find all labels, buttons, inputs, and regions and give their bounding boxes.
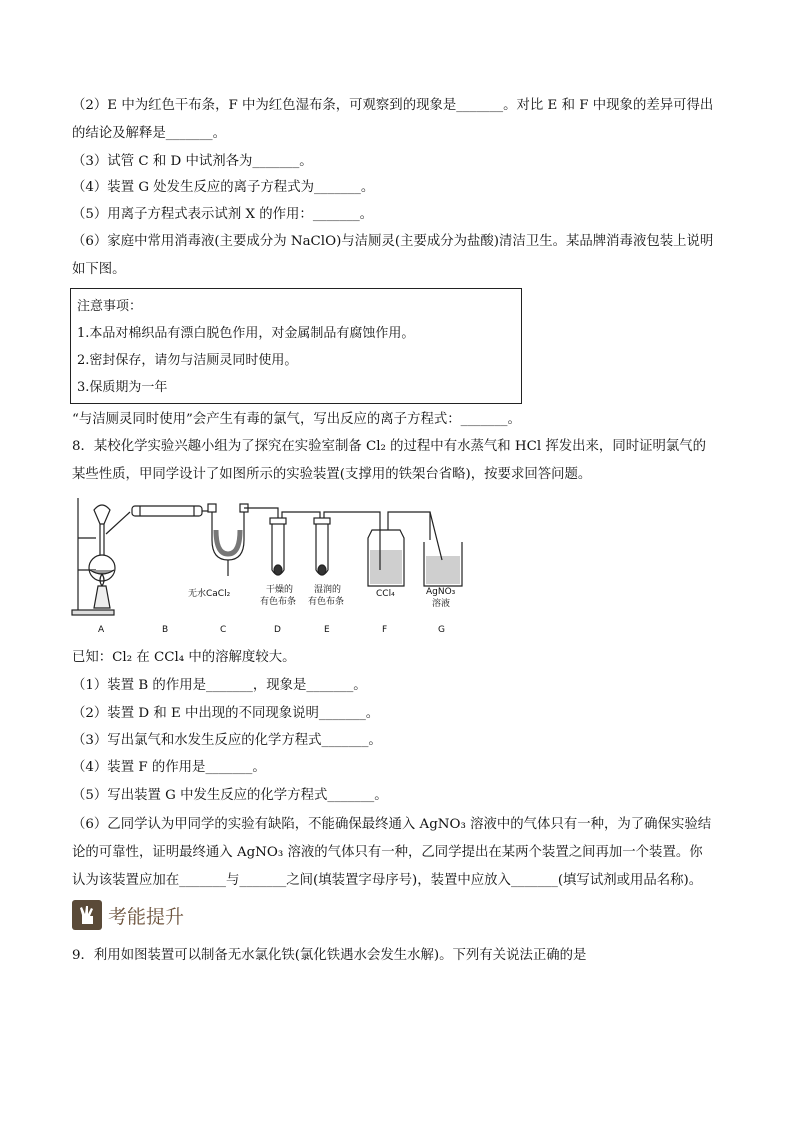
section-title: 考能提升 bbox=[108, 905, 185, 928]
q8-line1: 8．某校化学实验兴趣小组为了探究在实验室制备 Cl₂ 的过程中有水蒸气和 HCl 挥发出来，同时证明氯气的 bbox=[72, 439, 707, 454]
q6-line1: （6）家庭中常用消毒液(主要成分为 NaClO)与洁厕灵(主要成分为盐酸)清洁卫生。某品牌消毒液包装上说明 bbox=[72, 234, 714, 249]
section-header bbox=[72, 898, 184, 932]
label-f: CCl₄ bbox=[376, 589, 395, 599]
letter-f: F bbox=[382, 625, 388, 635]
letter-e: E bbox=[324, 625, 330, 635]
q4-text: （4）装置 G 处发生反应的离子方程式为_______。 bbox=[72, 180, 375, 195]
label-d1: 干燥的 bbox=[266, 585, 294, 595]
apparatus-figure bbox=[70, 490, 470, 640]
letter-c: C bbox=[220, 625, 227, 635]
q8-sub1: （1）装置 B 的作用是_______，现象是_______。 bbox=[72, 678, 367, 693]
hand-sign-icon bbox=[72, 900, 102, 930]
q8-known: 已知：Cl₂ 在 CCl₄ 中的溶解度较大。 bbox=[72, 650, 296, 665]
q8-sub6-line1: （6）乙同学认为甲同学的实验有缺陷，不能确保最终通入 AgNO₃ 溶液中的气体只有一种，为了确保实验结 bbox=[72, 817, 712, 832]
label-e1: 湿润的 bbox=[314, 585, 342, 595]
q8-line2: 某些性质，甲同学设计了如图所示的实验装置(支撑用的铁架台省略)，按要求回答问题。 bbox=[72, 467, 592, 482]
q6-line2: 如下图。 bbox=[72, 262, 126, 277]
q8-sub6-line3: 认为该装置应加在_______与_______之间(填装置字母序号)，装置中应放入_______(填写试剂或用品名称)。 bbox=[72, 873, 703, 888]
letter-g: G bbox=[438, 625, 445, 635]
notice-item-2: 2.密封保存，请勿与洁厕灵同时使用。 bbox=[77, 353, 298, 368]
label-g1: AgNO₃ bbox=[426, 587, 456, 597]
funnel bbox=[94, 505, 110, 524]
q2-line1: （2）E 中为红色干布条，F 中为红色湿布条，可观察到的现象是_______。对比 E 和 F 中现象的差异可得出 bbox=[72, 98, 714, 113]
q8-sub2: （2）装置 D 和 E 中出现的不同现象说明_______。 bbox=[72, 706, 380, 721]
after-notice-text: “与洁厕灵同时使用”会产生有毒的氯气，写出反应的离子方程式：_______。 bbox=[72, 412, 521, 427]
drying-tube bbox=[132, 506, 202, 516]
label-e2: 有色布条 bbox=[308, 597, 345, 607]
q8-sub4: （4）装置 F 的作用是_______。 bbox=[72, 760, 266, 775]
letter-d: D bbox=[274, 625, 281, 635]
notice-item-1: 1.本品对棉织品有漂白脱色作用，对金属制品有腐蚀作用。 bbox=[77, 326, 415, 341]
label-d2: 有色布条 bbox=[260, 597, 297, 607]
q8-sub6-line2: 论的可靠性，证明最终通入 AgNO₃ 溶液的气体只有一种，乙同学提出在某两个装置之间再加一个装置。你 bbox=[72, 845, 703, 860]
letter-b: B bbox=[162, 625, 169, 635]
q9-text: 9．利用如图装置可以制备无水氯化铁(氯化铁遇水会发生水解)。下列有关说法正确的是 bbox=[72, 948, 587, 963]
notice-title: 注意事项： bbox=[77, 299, 143, 314]
lamp bbox=[94, 586, 110, 608]
stand-base bbox=[72, 610, 114, 615]
q8-sub5: （5）写出装置 G 中发生反应的化学方程式_______。 bbox=[72, 788, 388, 803]
q2-line2: 的结论及解释是_______。 bbox=[72, 126, 226, 141]
q3-text: （3）试管 C 和 D 中试剂各为_______。 bbox=[72, 154, 313, 169]
label-cacl2: 无水CaCl₂ bbox=[188, 589, 231, 599]
notice-item-3: 3.保质期为一年 bbox=[77, 380, 168, 395]
apparatus-diagram bbox=[70, 490, 470, 640]
round-flask bbox=[89, 555, 115, 581]
q8-sub3: （3）写出氯气和水发生反应的化学方程式_______。 bbox=[72, 733, 382, 748]
label-g2: 溶液 bbox=[432, 599, 451, 609]
letter-a: A bbox=[98, 625, 105, 635]
notice-box bbox=[70, 288, 522, 404]
q5-text: （5）用离子方程式表示试剂 X 的作用：_______。 bbox=[72, 207, 374, 222]
